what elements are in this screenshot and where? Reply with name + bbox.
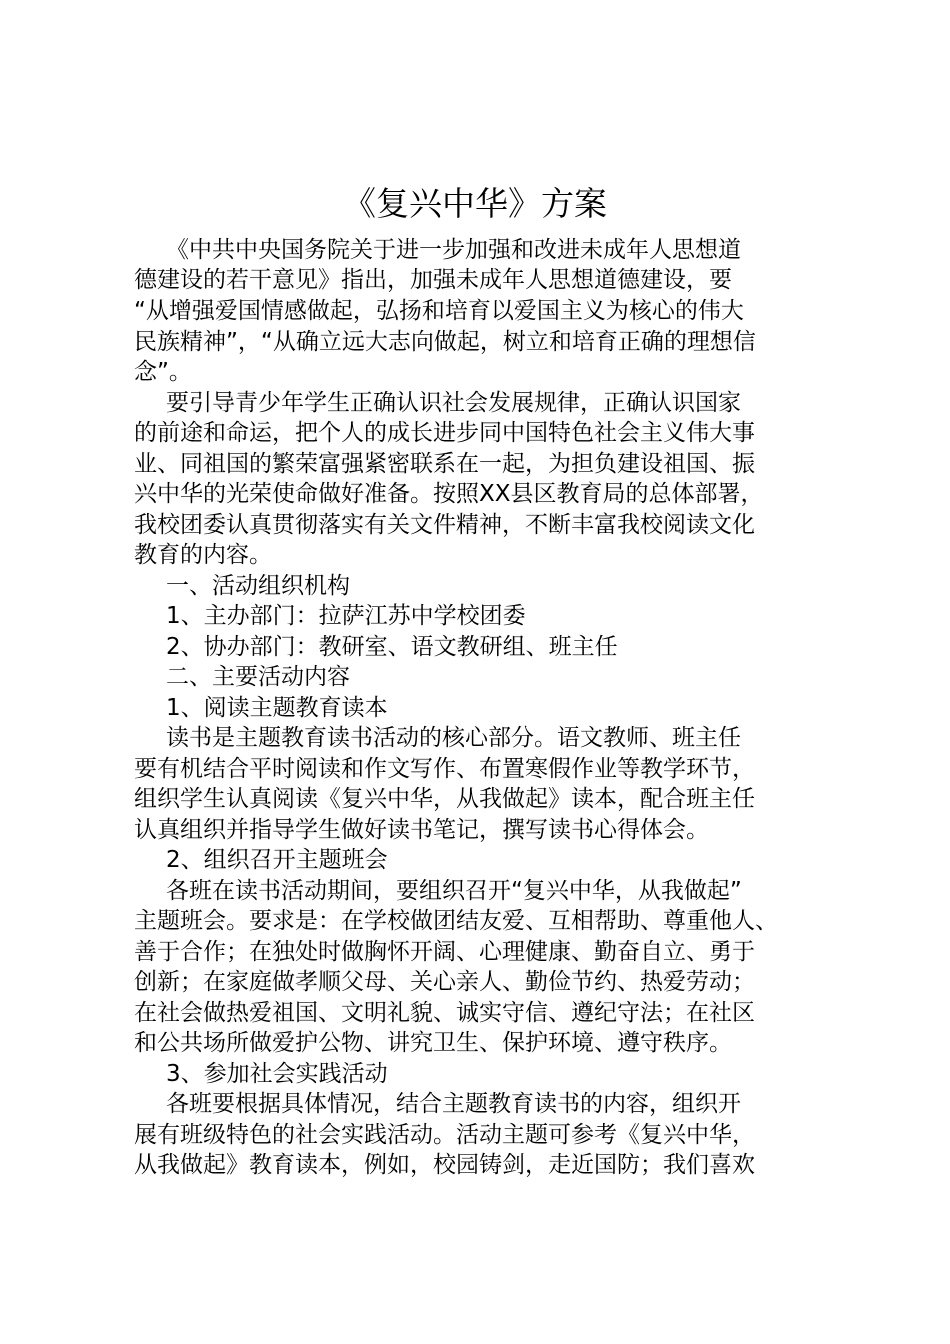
subsection-heading: 3、参加社会实践活动 bbox=[166, 1061, 388, 1087]
paragraph-line: “从增强爱国情感做起，弘扬和培育以爱国主义为核心的伟大 bbox=[134, 298, 744, 324]
paragraph-line: 从我做起》教育读本，例如，校园铸剑，走近国防；我们喜欢 bbox=[134, 1152, 755, 1178]
paragraph-line: 主题班会。要求是：在学校做团结友爱、互相帮助、尊重他人、 bbox=[134, 908, 778, 934]
paragraph-line: 在社会做热爱祖国、文明礼貌、诚实守信、遵纪守法；在社区 bbox=[134, 1000, 755, 1026]
paragraph-line: 各班在读书活动期间，要组织召开“复兴中华，从我做起” bbox=[166, 878, 742, 904]
paragraph-line: 和公共场所做爱护公物、讲究卫生、保护环境、遵守秩序。 bbox=[134, 1030, 732, 1056]
paragraph-line: 读书是主题教育读书活动的核心部分。语文教师、班主任 bbox=[166, 725, 741, 751]
paragraph-line: 德建设的若干意见》指出，加强未成年人思想道德建设，要 bbox=[134, 267, 732, 293]
paragraph-line: 教育的内容。 bbox=[134, 542, 272, 568]
section-heading: 二、主要活动内容 bbox=[166, 664, 350, 690]
paragraph-line: 创新；在家庭做孝顺父母、关心亲人、勤俭节约、热爱劳动； bbox=[134, 969, 755, 995]
subsection-heading: 2、组织召开主题班会 bbox=[166, 847, 388, 873]
document-title: 《复兴中华》方案 bbox=[343, 184, 607, 223]
list-item: 1、主办部门：拉萨江苏中学校团委 bbox=[166, 603, 526, 629]
paragraph-line: 展有班级特色的社会实践活动。活动主题可参考《复兴中华， bbox=[134, 1122, 755, 1148]
paragraph-line: 要有机结合平时阅读和作文写作、布置寒假作业等教学环节， bbox=[134, 756, 755, 782]
paragraph-line: 业、同祖国的繁荣富强紧密联系在一起，为担负建设祖国、振 bbox=[134, 451, 755, 477]
paragraph-line: 善于合作；在独处时做胸怀开阔、心理健康、勤奋自立、勇于 bbox=[134, 939, 755, 965]
paragraph-line: 要引导青少年学生正确认识社会发展规律，正确认识国家 bbox=[166, 390, 741, 416]
paragraph-line: 民族精神”，“从确立远大志向做起，树立和培育正确的理想信 bbox=[134, 329, 756, 355]
paragraph-line: 的前途和命运，把个人的成长进步同中国特色社会主义伟大事 bbox=[134, 420, 755, 446]
list-item: 2、协办部门：教研室、语文教研组、班主任 bbox=[166, 634, 618, 660]
paragraph-line: 组织学生认真阅读《复兴中华，从我做起》读本，配合班主任 bbox=[134, 786, 755, 812]
paragraph-line: 念”。 bbox=[134, 359, 192, 385]
paragraph-line: 各班要根据具体情况，结合主题教育读书的内容，组织开 bbox=[166, 1091, 741, 1117]
paragraph-line: 兴中华的光荣使命做好准备。按照XX县区教育局的总体部署， bbox=[134, 481, 764, 507]
subsection-heading: 1、阅读主题教育读本 bbox=[166, 695, 388, 721]
section-heading: 一、活动组织机构 bbox=[166, 573, 350, 599]
paragraph-line: 认真组织并指导学生做好读书笔记，撰写读书心得体会。 bbox=[134, 817, 709, 843]
paragraph-line: 《中共中央国务院关于进一步加强和改进未成年人思想道 bbox=[166, 237, 741, 263]
paragraph-line: 我校团委认真贯彻落实有关文件精神，不断丰富我校阅读文化 bbox=[134, 512, 755, 538]
